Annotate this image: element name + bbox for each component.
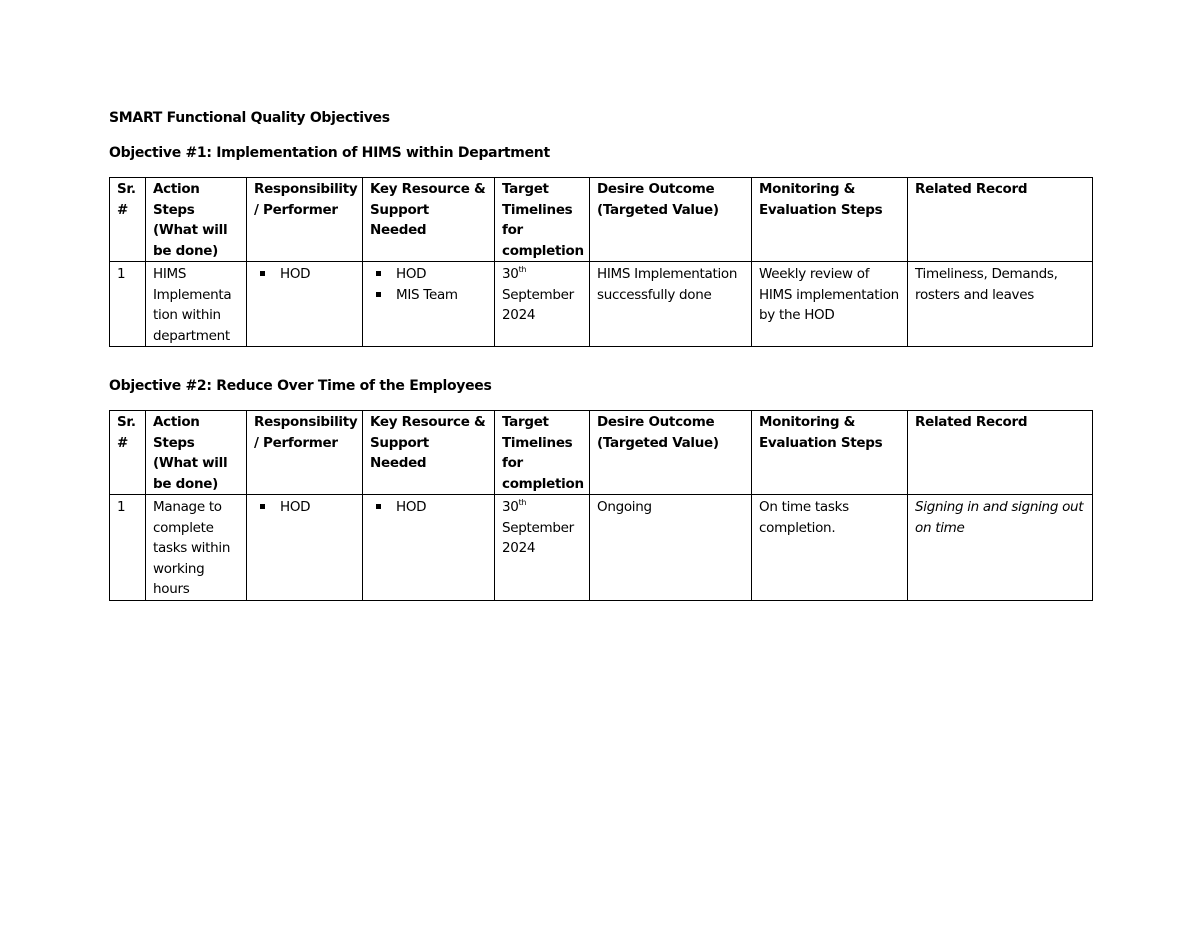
cell-sr: 1	[110, 262, 146, 347]
resource-item: MIS Team	[396, 286, 458, 303]
responsibility-item: HOD	[280, 266, 311, 282]
objective-1-table	[109, 177, 1093, 347]
column-header-target-timelines: Target Timelines for completion	[495, 178, 590, 262]
column-header-sr: Sr. #	[110, 178, 146, 262]
responsibility-list	[254, 497, 356, 518]
responsibility-item: HOD	[280, 499, 311, 515]
table-header-row	[110, 411, 1093, 495]
page-title: SMART Functional Quality Objectives	[109, 110, 390, 126]
objective-2-table	[109, 410, 1093, 601]
cell-action: HIMS Implementa tion within department	[146, 262, 247, 347]
column-header-monitoring: Monitoring & Evaluation Steps	[752, 178, 908, 262]
bullet-icon	[260, 271, 265, 276]
target-day: 30	[502, 266, 519, 282]
cell-record: Signing in and signing out on time	[908, 495, 1093, 601]
objective-2-heading: Objective #2: Reduce Over Time of the Employees	[109, 378, 492, 394]
bullet-icon	[376, 292, 381, 297]
resources-list	[370, 264, 488, 305]
target-day-suffix: th	[518, 498, 527, 507]
bullet-icon	[376, 504, 381, 509]
target-month-year: September 2024	[502, 286, 574, 323]
cell-action: Manage to complete tasks within working hours	[146, 495, 247, 601]
cell-outcome: Ongoing	[590, 495, 752, 601]
bullet-icon	[260, 504, 265, 509]
objective-1-heading: Objective #1: Implementation of HIMS within Department	[109, 145, 550, 161]
cell-monitoring: On time tasks completion.	[752, 495, 908, 601]
responsibility-list	[254, 264, 356, 285]
column-header-responsibility: Responsibility / Performer	[247, 178, 363, 262]
cell-record: Timeliness, Demands, rosters and leaves	[908, 262, 1093, 347]
bullet-icon	[376, 271, 381, 276]
cell-resources	[363, 262, 495, 347]
column-header-related-record: Related Record	[908, 178, 1093, 262]
cell-resources	[363, 495, 495, 601]
column-header-key-resource: Key Resource & Support Needed	[363, 178, 495, 262]
cell-target	[495, 495, 590, 601]
cell-responsibility	[247, 262, 363, 347]
column-header-desire-outcome: Desire Outcome (Targeted Value)	[590, 178, 752, 262]
table-row	[110, 495, 1093, 601]
cell-target	[495, 262, 590, 347]
resource-item: HOD	[396, 499, 427, 515]
target-month-year: September 2024	[502, 519, 574, 556]
column-header-target-timelines: Target Timelines for completion	[495, 411, 590, 495]
column-header-key-resource: Key Resource & Support Needed	[363, 411, 495, 495]
table-row	[110, 262, 1093, 347]
cell-outcome: HIMS Implementation successfully done	[590, 262, 752, 347]
column-header-responsibility: Responsibility / Performer	[247, 411, 363, 495]
resource-item: HOD	[396, 266, 427, 282]
list-item	[370, 285, 488, 306]
target-day: 30	[502, 499, 519, 515]
column-header-action-steps: Action Steps (What will be done)	[146, 178, 247, 262]
column-header-monitoring: Monitoring & Evaluation Steps	[752, 411, 908, 495]
list-item	[370, 497, 488, 518]
cell-responsibility	[247, 495, 363, 601]
cell-monitoring: Weekly review of HIMS implementation by the HOD	[752, 262, 908, 347]
resources-list	[370, 497, 488, 518]
list-item	[254, 264, 356, 285]
column-header-action-steps: Action Steps (What will be done)	[146, 411, 247, 495]
target-day-suffix: th	[518, 265, 527, 274]
list-item	[254, 497, 356, 518]
cell-sr: 1	[110, 495, 146, 601]
column-header-desire-outcome: Desire Outcome (Targeted Value)	[590, 411, 752, 495]
column-header-sr: Sr. #	[110, 411, 146, 495]
list-item	[370, 264, 488, 285]
column-header-related-record: Related Record	[908, 411, 1093, 495]
table-header-row	[110, 178, 1093, 262]
